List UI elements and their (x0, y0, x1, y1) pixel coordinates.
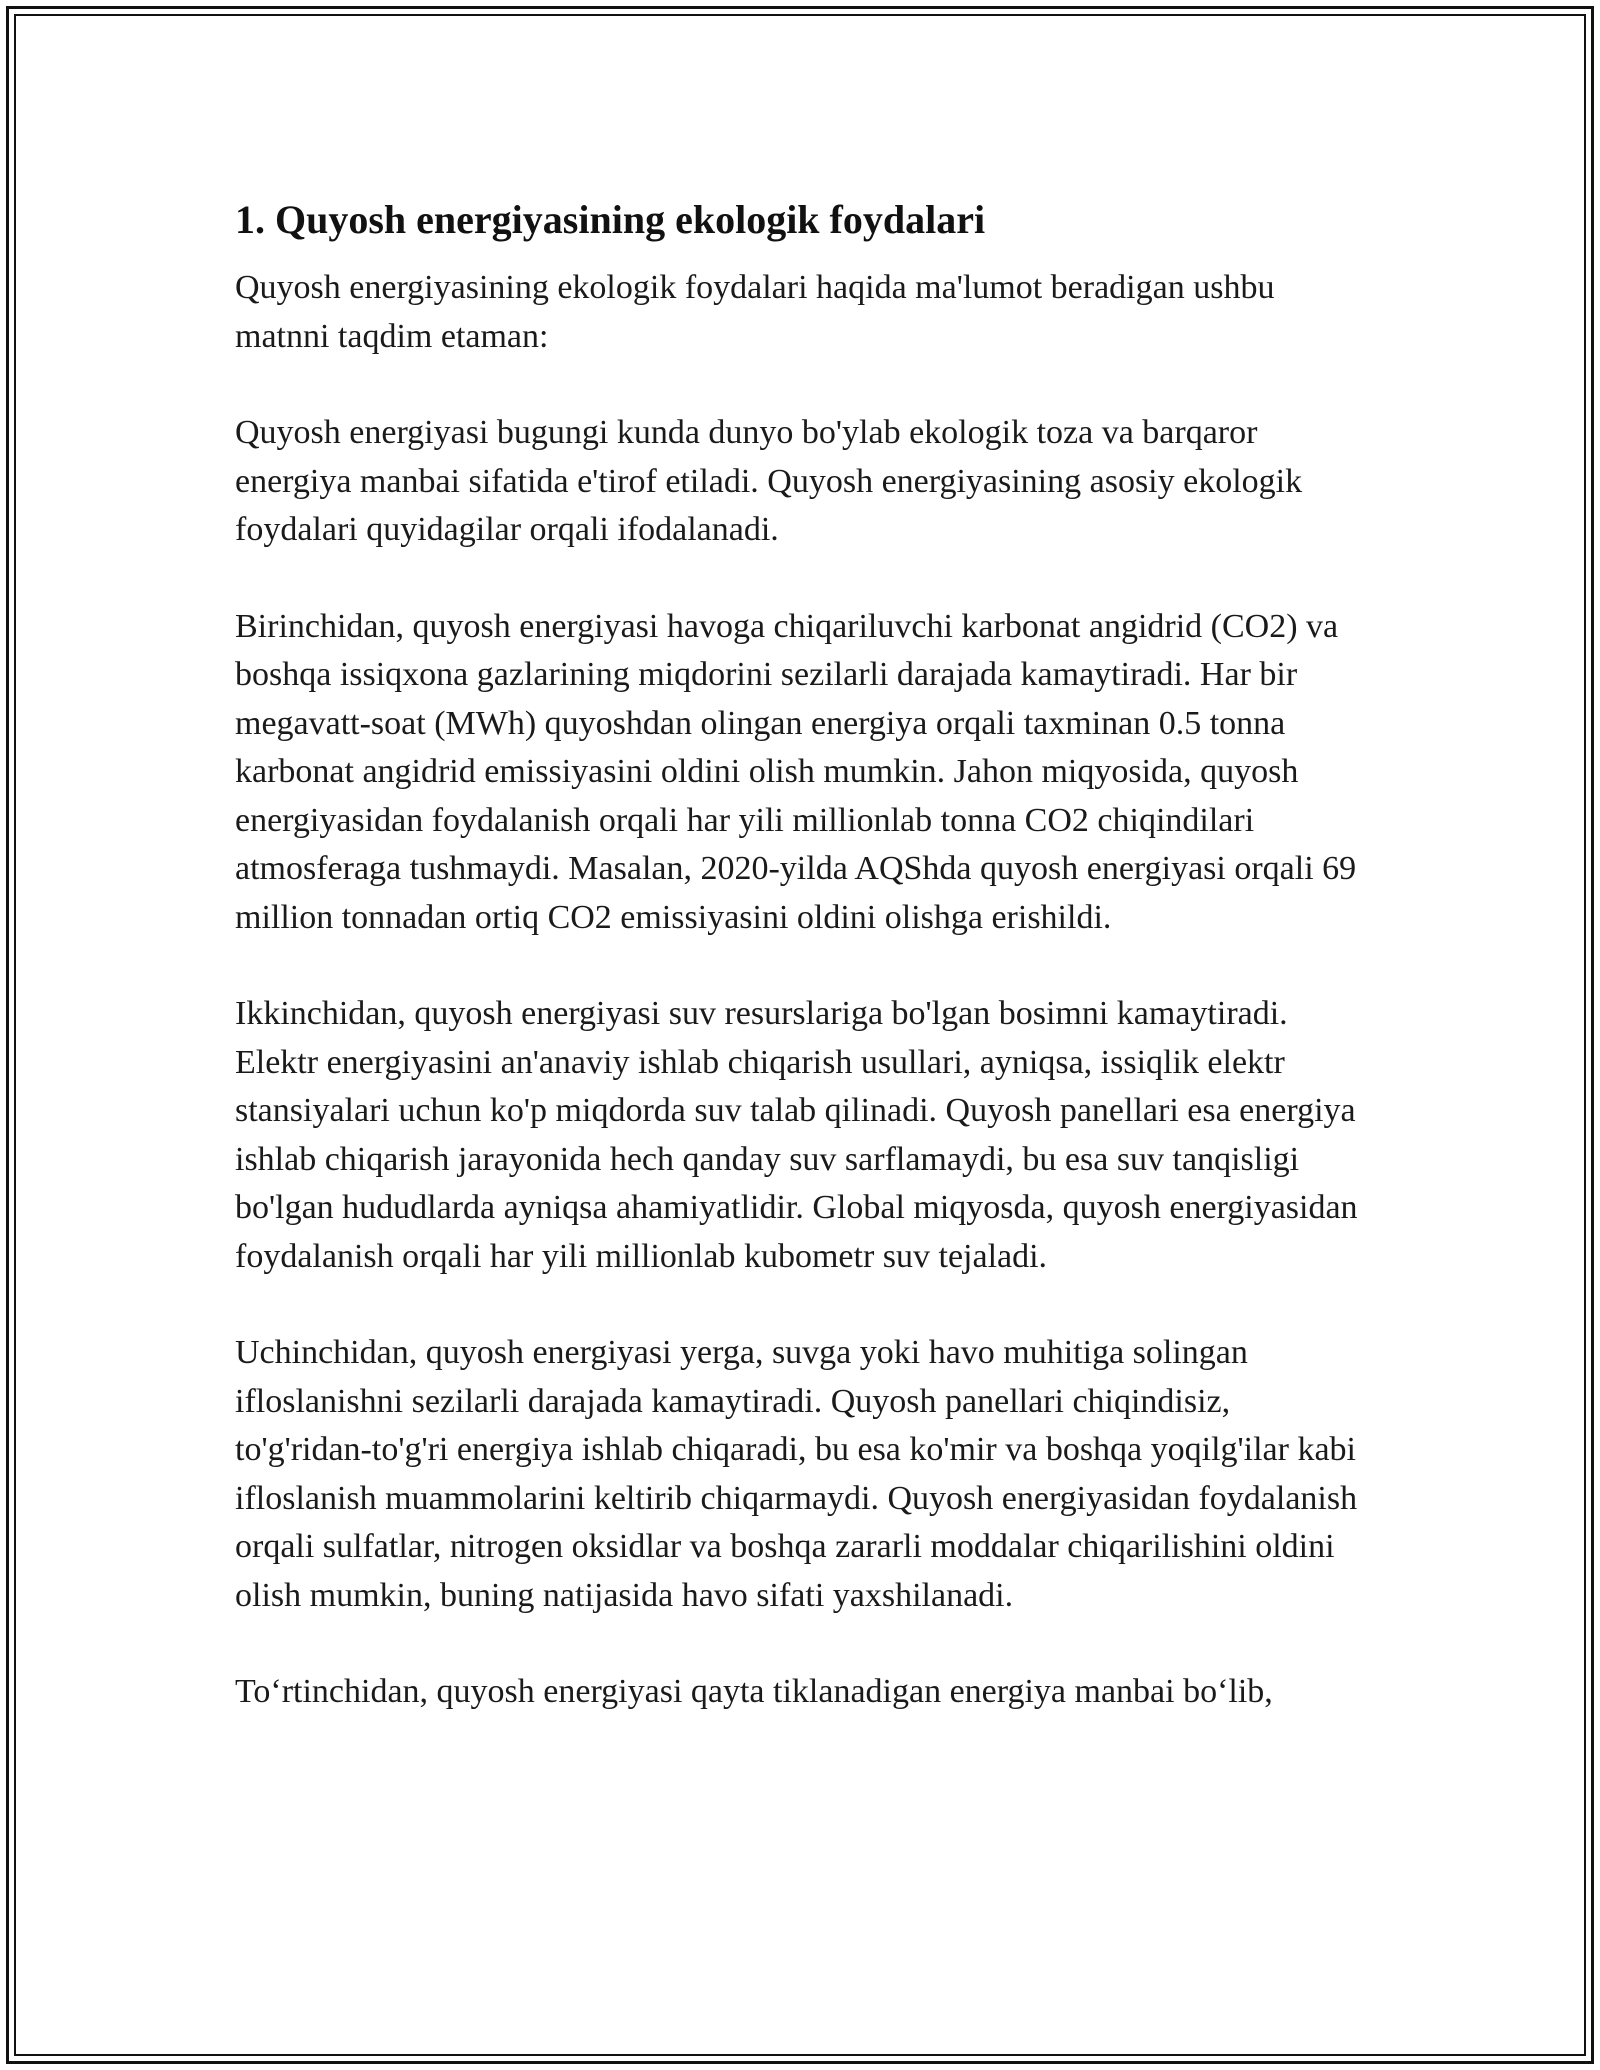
paragraph-first-benefit: Birinchidan, quyosh energiyasi havoga chiqariluvchi karbonat angidrid (CO2) va boshqa issiqxona gazlarining miqdorini sezilarli darajada kamaytiradi. Har bir megavatt-soat (MWh) quyoshdan olingan energiya orqali taxminan 0.5 tonna karbonat angidrid emissiyasini oldini olish mumkin. Jahon miqyosida, quyosh energiyasidan foydalanish orqali har yili millionlab tonna CO2 chiqindilari atmosferaga tushmaydi. Masalan, 2020-yilda AQShda quyosh energiyasi orqali 69 million tonnadan ortiq CO2 emissiyasini oldini olishga erishildi. (235, 607, 1357, 936)
paragraph-overview: Quyosh energiyasi bugungi kunda dunyo bo'ylab ekologik toza va barqaror energiya manbai sifatida e'tirof etiladi. Quyosh energiyasining asosiy ekologik foydalari quyidagilar orqali ifodalanadi. (235, 414, 1303, 548)
document-body (235, 180, 1375, 1765)
paragraph-intro: Quyosh energiyasining ekologik foydalari haqida ma'lumot beradigan ushbu matnni taqdim etaman: (235, 269, 1275, 355)
section-heading: 1. Quyosh energiyasining ekologik foydalari (235, 197, 986, 242)
paragraph-fourth-benefit: To‘rtinchidan, quyosh energiyasi qayta tiklanadigan energiya manbai bo‘lib, (235, 1673, 1273, 1710)
paragraph-second-benefit: Ikkinchidan, quyosh energiyasi suv resurslariga bo'lgan bosimni kamaytiradi. Elektr energiyasini an'anaviy ishlab chiqarish usullari, ayniqsa, issiqlik elektr stansiyalari uchun ko'p miqdorda suv talab qilinadi. Quyosh panellari esa energiya ishlab chiqarish jarayonida hech qanday suv sarflamaydi, bu esa suv tanqisligi bo'lgan hududlarda ayniqsa ahamiyatlidir. Global miqyosda, quyosh energiyasidan foydalanish orqali har yili millionlab kubometr suv tejaladi. (235, 995, 1358, 1275)
paragraph-third-benefit: Uchinchidan, quyosh energiyasi yerga, suvga yoki havo muhitiga solingan ifloslanishni sezilarli darajada kamaytiradi. Quyosh panellari chiqindisiz, to'g'ridan-to'g'ri energiya ishlab chiqaradi, bu esa ko'mir va boshqa yoqilg'ilar kabi ifloslanish muammolarini keltirib chiqarmaydi. Quyosh energiyasidan foydalanish orqali sulfatlar, nitrogen oksidlar va boshqa zararli moddalar chiqarilishini oldini olish mumkin, buning natijasida havo sifati yaxshilanadi. (235, 1334, 1358, 1614)
